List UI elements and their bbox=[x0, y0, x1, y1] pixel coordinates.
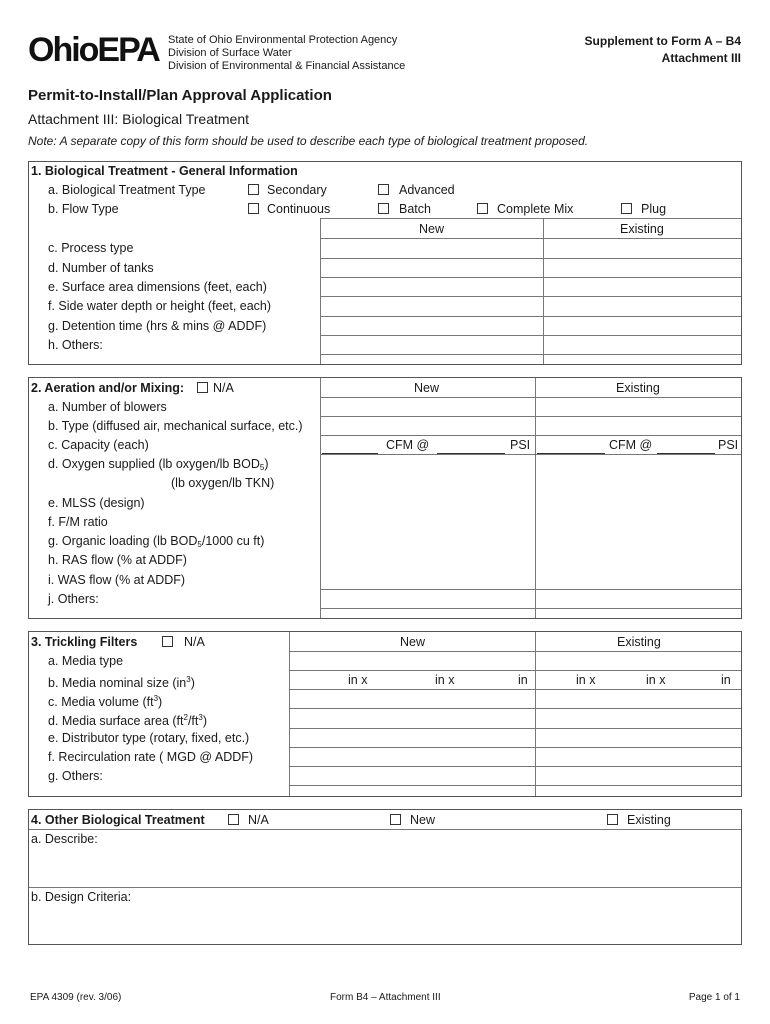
footer-page: Page 1 of 1 bbox=[688, 992, 740, 1003]
s3-existing-in: in bbox=[721, 673, 731, 687]
s4-existing-label: Existing bbox=[627, 813, 671, 827]
plug-checkbox[interactable] bbox=[621, 203, 632, 214]
s2-was-flow: i. WAS flow (% at ADDF) bbox=[48, 573, 186, 587]
s4-na-label: N/A bbox=[248, 813, 269, 827]
agency-line-2: Division of Surface Water bbox=[168, 47, 292, 59]
s3-recirculation: f. Recirculation rate ( MGD @ ADDF) bbox=[48, 750, 254, 764]
s1-others: h. Others: bbox=[48, 338, 103, 352]
s2-oxygen-tkn: (lb oxygen/lb TKN) bbox=[171, 476, 275, 490]
s1-process-type: c. Process type bbox=[48, 241, 134, 255]
advanced-checkbox[interactable] bbox=[378, 184, 389, 195]
s2-col-new: New bbox=[414, 381, 440, 395]
s1-side-water-depth: f. Side water depth or height (feet, each) bbox=[48, 299, 272, 313]
continuous-label: Continuous bbox=[267, 202, 331, 216]
section4-heading: 4. Other Biological Treatment bbox=[31, 813, 205, 827]
s2-blowers: a. Number of blowers bbox=[48, 400, 167, 414]
page-title: Permit-to-Install/Plan Approval Application bbox=[28, 87, 332, 104]
continuous-checkbox[interactable] bbox=[248, 203, 259, 214]
s3-nominal-size: b. Media nominal size $(in^3)$ bbox=[48, 675, 195, 690]
section3-heading: 3. Trickling Filters bbox=[31, 635, 138, 649]
s1-col-existing: Existing bbox=[620, 222, 664, 236]
s2-ras-flow: h. RAS flow (% at ADDF) bbox=[48, 553, 187, 567]
complete-mix-label: Complete Mix bbox=[497, 202, 574, 216]
s2-others: j. Others: bbox=[48, 592, 99, 606]
supplement-label: Supplement to Form A – B4 bbox=[584, 34, 741, 48]
s4-new-label: New bbox=[410, 813, 436, 827]
s1-col-new: New bbox=[419, 222, 445, 236]
s3-col-existing: Existing bbox=[617, 635, 661, 649]
s1-number-of-tanks: d. Number of tanks bbox=[48, 261, 154, 275]
s3-media-volume: c. Media volume $(ft^3)$ bbox=[48, 694, 163, 709]
s2-na-label: N/A bbox=[213, 381, 234, 395]
form-note: Note: A separate copy of this form should be used to describe each type of biological treatment proposed. bbox=[28, 134, 589, 148]
s2-oxygen-bod: d. Oxygen supplied (lb oxygen/lb $BOD_5$) bbox=[48, 457, 269, 472]
s2-fm-ratio: f. F/M ratio bbox=[48, 515, 108, 529]
footer-form-number: EPA 4309 (rev. 3/06) bbox=[30, 992, 122, 1003]
s3-existing-in-x-2: in x bbox=[646, 673, 666, 687]
section1-heading: 1. Biological Treatment - General Information bbox=[31, 164, 298, 178]
s3-surface-area: d. Media surface area $(ft^2/ft^3)$ bbox=[48, 713, 207, 728]
s3-na-label: N/A bbox=[184, 635, 205, 649]
s2-capacity: c. Capacity (each) bbox=[48, 438, 149, 452]
agency-line-3: Division of Environmental & Financial Assistance bbox=[168, 60, 406, 72]
page-subtitle: Attachment III: Biological Treatment bbox=[28, 111, 249, 127]
attachment-label: Attachment III bbox=[661, 51, 741, 65]
s2-mlss: e. MLSS (design) bbox=[48, 496, 145, 510]
s3-distributor: e. Distributor type (rotary, fixed, etc.) bbox=[48, 731, 250, 745]
s3-new-in-x-2: in x bbox=[435, 673, 455, 687]
s2-existing-cfm: CFM @ bbox=[609, 438, 653, 452]
s3-others: g. Others: bbox=[48, 769, 103, 783]
s4-describe: a. Describe: bbox=[31, 832, 98, 846]
complete-mix-checkbox[interactable] bbox=[477, 203, 488, 214]
s2-new-psi: PSI bbox=[510, 438, 531, 452]
s3-new-in-x-1: in x bbox=[348, 673, 368, 687]
batch-label: Batch bbox=[399, 202, 431, 216]
flow-type-label: b. Flow Type bbox=[48, 202, 119, 216]
footer-center: Form B4 – Attachment III bbox=[330, 992, 441, 1003]
s2-organic-loading: g. Organic loading (lb $BOD_5/1000$ cu ft) bbox=[48, 534, 265, 549]
advanced-label: Advanced bbox=[399, 183, 455, 197]
s3-existing-in-x-1: in x bbox=[576, 673, 596, 687]
s3-na-checkbox[interactable] bbox=[162, 636, 173, 647]
s4-na-checkbox[interactable] bbox=[228, 814, 239, 825]
batch-checkbox[interactable] bbox=[378, 203, 389, 214]
secondary-label: Secondary bbox=[267, 183, 327, 197]
s4-new-checkbox[interactable] bbox=[390, 814, 401, 825]
s2-type: b. Type (diffused air, mechanical surface, etc.) bbox=[48, 419, 303, 433]
treatment-type-label: a. Biological Treatment Type bbox=[48, 183, 206, 197]
s1-surface-area: e. Surface area dimensions (feet, each) bbox=[48, 280, 267, 294]
s3-col-new: New bbox=[400, 635, 426, 649]
s2-col-existing: Existing bbox=[616, 381, 660, 395]
secondary-checkbox[interactable] bbox=[248, 184, 259, 195]
s3-new-in: in bbox=[518, 673, 528, 687]
s2-na-checkbox[interactable] bbox=[197, 382, 208, 393]
s4-design-criteria: b. Design Criteria: bbox=[31, 890, 132, 904]
s2-existing-psi: PSI bbox=[718, 438, 739, 452]
s4-existing-checkbox[interactable] bbox=[607, 814, 618, 825]
s1-detention-time: g. Detention time (hrs & mins @ ADDF) bbox=[48, 319, 267, 333]
ohio-epa-logo: OhioEPA bbox=[28, 31, 159, 69]
s3-media-type: a. Media type bbox=[48, 654, 124, 668]
plug-label: Plug bbox=[641, 202, 667, 216]
agency-line-1: State of Ohio Environmental Protection Agency bbox=[168, 34, 398, 46]
section2-heading: 2. Aeration and/or Mixing: bbox=[31, 381, 185, 395]
s2-new-cfm: CFM @ bbox=[386, 438, 430, 452]
